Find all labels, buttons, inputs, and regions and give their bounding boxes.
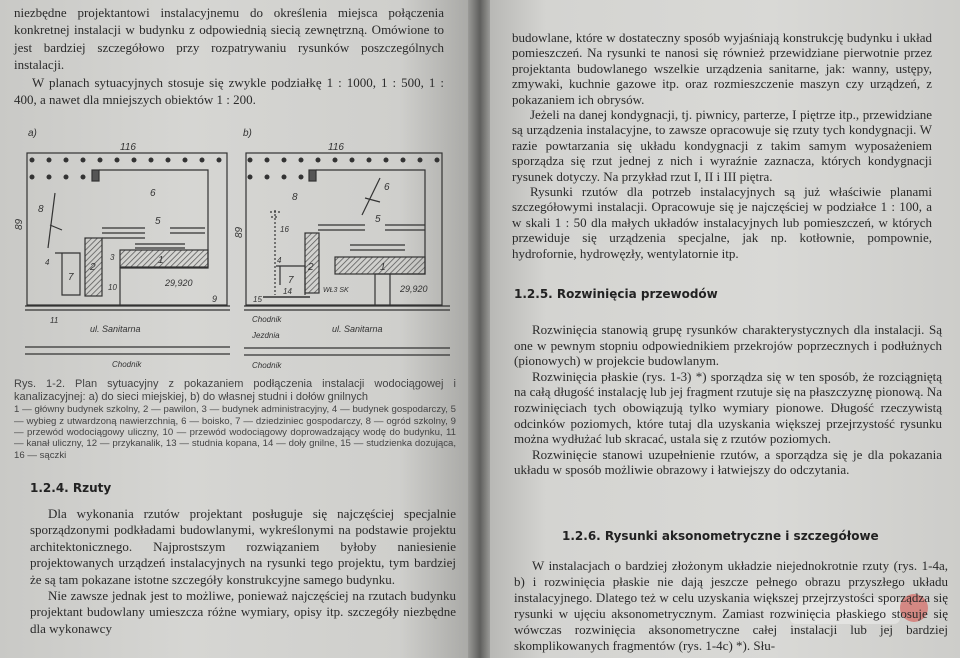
svg-text:5: 5 (375, 214, 381, 225)
plan-b-sidewalk-bottom: Chodnik (252, 361, 282, 370)
svg-text:6: 6 (150, 188, 156, 199)
svg-text:15: 15 (253, 295, 262, 304)
caption-legend: 1 — główny budynek szkolny, 2 — pawilon, 3 — budynek administracyjny, 4 — budynek gospodarczy, 5 — wybieg z utwardzoną nawierzchnią, 6 — boisko, 7 — dziedziniec gospodarczy, 8 — ogród szkolny, 9 — przewód wodociągowy uliczny, 10 — przewód wodociągowy doprowadzający wodę do budynku, 11 — kanał uliczny, 12 — przykanalik, 13 — studnia kopana, 14 — doły gnilne, 15 — studzienka dozująca, 16 — sączki (14, 404, 456, 461)
paragraph: W planach sytuacyjnych stosuje się zwykle podziałkę 1 : 1000, 1 : 500, 1 : 400, a nawet dla mniejszych obiektów 1 : 200. (14, 74, 444, 108)
svg-text:4: 4 (45, 258, 50, 267)
svg-text:3: 3 (110, 253, 115, 262)
svg-text:1: 1 (380, 262, 386, 273)
svg-text:11: 11 (50, 316, 59, 325)
paragraph: Rysunki rzutów dla potrzeb instalacyjnych są już właściwie planami szczegółowymi instalacji. Opracowuje się je najczęściej w podziałce 1 : 100, a w skali 1 : 50 dla małych układów instalacyjnych lub pomieszczeń, w których przewiduje się urządzenia specjalne, jak np. kotłownie, pompownie, hydrofornie, hydrowęzły, wentylatornie itp. (512, 184, 932, 261)
intro-text (14, 4, 444, 108)
svg-text:9: 9 (212, 294, 218, 304)
plan-a-width: 116 (120, 142, 136, 153)
svg-text:2: 2 (90, 262, 96, 273)
svg-text:5: 5 (155, 216, 161, 227)
svg-text:1: 1 (158, 255, 164, 266)
figure-caption (14, 378, 456, 461)
paragraph: Rozwinięcia płaskie (rys. 1-3) *) sporządza się w ten sposób, że rozciągniętą na całą długość instalację lub jej fragment rzutuje się na płaszczyznę pionową. Na rozwinięciach tych obowiązują tylko wymiary pionowe. Długość rzeczywistą odcinków poziomych, które tutaj dla uzyskania większej przejrzystość rysunku można wydłużać lub skracać, ustala się z rzutów poziomych. (514, 368, 942, 447)
paragraph: niezbędne projektantowi instalacyjnemu do określenia miejsca połączenia konkretnej instalacji w budynku z odpowiednią siecią zewnętrzną. Omówione to jest bardziej szczegółowo przy rozpatrywaniu rysunków poszczególnych instalacji. (14, 5, 444, 73)
site-plan-figure (0, 120, 470, 375)
plan-b-sidewalk-top: Chodnik (252, 315, 282, 324)
left-page (0, 0, 470, 658)
plan-a-height: 89 (14, 218, 25, 230)
paragraph: Dla wykonania rzutów projektant posługuje się najczęściej specjalnie sporządzonymi podkładami budowlanymi, wykreślonymi na podstawie projektu architektonicznego. Najprostszym rozwiązaniem byłoby naniesienie projektowanych urządzeń instalacyjnych na rysunki tego projektu, tym bardziej że są tam pokazane istotne szczegóły konstrukcyjne samego budynku. (30, 506, 456, 587)
paragraph: Rozwinięcia stanowią grupę rysunków charakterystycznych dla instalacji. Są one w pewnym stopniu odpowiednikiem przekrojów poprzecznych i podłużnych (pionowych) w projekcie budowlanym. (514, 322, 942, 369)
svg-text:10: 10 (108, 283, 117, 292)
section-heading: 1.2.4. Rzuty (30, 481, 112, 495)
svg-text:8: 8 (292, 192, 298, 203)
right-page (490, 0, 960, 658)
plan-a-level: 29,920 (165, 278, 193, 288)
plan-b-roadway: Jezdnia (252, 331, 280, 340)
paragraph: Rozwinięcie stanowi uzupełnienie rzutów, a sporządza się je dla pokazania układu w sposób możliwie obrazowy i łatwiejszy do odczytania. (514, 446, 942, 478)
svg-text:2: 2 (308, 262, 314, 273)
intro-text (512, 30, 932, 261)
plan-b-label: b) (243, 128, 252, 139)
svg-text:7: 7 (288, 275, 294, 286)
plan-b-width: 116 (328, 142, 344, 153)
plan-b-level: 29,920 (400, 284, 428, 294)
paragraph: W instalacjach o bardziej złożonym układzie niejednokrotnie rzuty (rys. 1-4a, b) i rozwinięcia płaskie nie dają jeszcze pełnego obrazu przyszłego układu instalacyjnego. Dlatego też w celu uzyskania większej przejrzystości sporządza się rysunki w ujęciu aksonometrycznym. Zamiast rozwinięcia płaskiego stosuje się wówczas rozwinięcia aksonometryczne całej instalacji lub jej bardziej skomplikowanych fragmentów (rys. 1-4c) *). Słu- (514, 558, 948, 653)
rozwiniecia-text (514, 322, 942, 478)
section-heading: 1.2.6. Rysunki aksonometryczne i szczegółowe (562, 529, 879, 543)
plan-a-street: ul. Sanitarna (90, 324, 141, 334)
plan-a-sidewalk: Chodnik (112, 360, 142, 369)
svg-text:4: 4 (277, 256, 282, 265)
plan-b (234, 128, 450, 370)
rzuty-text (30, 506, 456, 637)
svg-text:14: 14 (283, 287, 292, 296)
svg-text:6: 6 (384, 182, 390, 193)
book-spine (468, 0, 492, 658)
svg-text:7: 7 (68, 272, 74, 283)
section-heading: 1.2.5. Rozwinięcia przewodów (514, 287, 718, 301)
paragraph: Nie zawsze jednak jest to możliwe, ponieważ najczęściej na rzutach budynku projektant budowlany umieszcza różne wymiary, opisy itp. szczegóły niezbędne dla wykonawcy (30, 588, 456, 636)
paragraph: budowlane, które w dostateczny sposób wyjaśniają konstrukcję budynku i układ pomieszczeń. Na rysunki te nanosi się również przewidziane pierwotnie przez projektanta budowlanego wszelkie urządzenia sanitarne, jak: wanny, ustępy, zmywaki, kuchnie gazowe itp. oraz rozmieszczenie maszyn czy urządzeń, z pokazaniem ich obrysów. (512, 30, 932, 107)
caption-title: Rys. 1-2. Plan sytuacyjny z pokazaniem podłączenia instalacji wodociągowej i kanalizacyjnej: a) do sieci miejskiej, b) do własnej studni i dołów gnilnych (14, 378, 456, 403)
paragraph: Jeżeli na danej kondygnacji, tj. piwnicy, parterze, I piętrze itp., przewidziane są urządzenia instalacyjne, to zawsze opracowuje się rzuty tych kondygnacji. W razie powtarzania się układu kondygnacji z takim samym wyposażeniem sporządza się rzut jednej z nich i wyraźnie zaznacza, których kondygnacji rysunek dotyczy. Na przykład rzut I, II i III piętra. (512, 107, 932, 184)
plan-b-street: ul. Sanitarna (332, 324, 383, 334)
svg-text:16: 16 (280, 225, 289, 234)
svg-text:8: 8 (38, 204, 44, 215)
plan-b-height: 89 (234, 226, 245, 238)
aksonometria-text (514, 558, 948, 654)
plan-b-well: WŁ3 SK (323, 287, 349, 294)
plan-a-label: a) (28, 128, 37, 139)
plan-a (14, 128, 230, 369)
